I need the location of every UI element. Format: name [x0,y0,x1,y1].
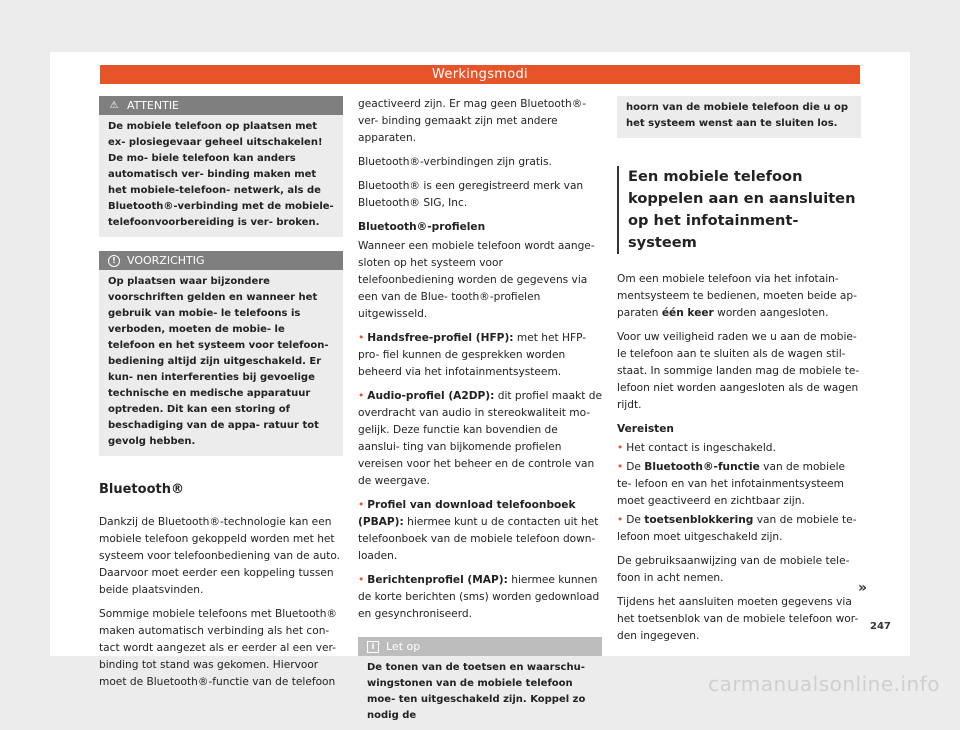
paragraph: Wanneer een mobiele telefoon wordt aange- sloten op het systeem voor telefoonbediening worden de gegevens via een van de Blue- tooth®-profielen uitgewisseld. [358,240,595,320]
attentie-label: ATTENTIE [127,99,180,112]
letop-box-continued: hoorn van de mobiele telefoon die u op het systeem wenst aan te sluiten los. [617,96,861,138]
paragraph: Sommige mobiele telefoons met Bluetooth® maken automatisch verbinding als het con- tact wordt aangezet als er eerder al een ver- binding tot stand was gekomen. Hiervoor moet de Bluetooth®-functie van de telefoon [99,608,338,688]
paragraph: Bluetooth®-verbindingen zijn gratis. [358,156,552,168]
column-right [617,96,861,652]
column-middle [358,96,602,730]
attentie-text: De mobiele telefoon op plaatsen met ex- plosiegevaar geheel uitschakelen! De mo- biele telefoon kan anders automatisch ver- binding maken met het mobiele-telefoon- netwerk, als de Bluetooth®-verbinding met de mobiele-telefoonvoorbereiding is ver- broken. [108,121,334,228]
letop-box [358,637,602,730]
attentie-box [99,96,343,237]
exclamation-circle-icon: ! [108,255,120,267]
bullet-icon: • [358,499,365,511]
bullet-icon: • [358,574,365,586]
list-item: • Audio-profiel (A2DP): dit profiel maakt de overdracht van audio in stereokwaliteit mo- gelijk. Deze functie kan bovendien de aanslui- ting van bijkomende profielen vereisen voor het beheer en de controle van de weergave. [358,390,602,487]
section-title-bluetooth: Bluetooth® [99,482,184,497]
letop-label: Let op [386,640,421,653]
paragraph: geactiveerd zijn. Er mag geen Bluetooth®-ver- binding gemaakt zijn met andere apparaten. [358,98,587,144]
section-title-koppelen: Een mobiele telefoon koppelen aan en aansluiten op het infotainment- systeem [617,166,861,254]
list-item: • Handsfree-profiel (HFP): met het HFP-pro- fiel kunnen de gesprekken worden beheerd via het infotainmentsysteem. [358,332,587,378]
chapter-header: Werkingsmodi [100,65,860,84]
paragraph: Bluetooth® is een geregistreerd merk van Bluetooth® SIG, Inc. [358,180,584,209]
paragraph: Voor uw veiligheid raden we u aan de mobie- le telefoon aan te sluiten als de wagen stil- staat. In sommige landen mag de mobiele te- lefoon niet worden aangesloten als de wagen rijdt. [617,331,860,411]
bullet-icon: • [617,442,624,454]
list-item: • Profiel van download telefoonboek (PBAP): hiermee kunt u de contacten uit het telefoonboek van de mobiele telefoon down- loaden. [358,499,599,562]
paragraph: Dankzij de Bluetooth®-technologie kan een mobiele telefoon gekoppeld worden met het systeem voor telefoonbediening van de auto. Daarvoor moet eerder een koppeling tussen beide plaatsvinden. [99,516,341,596]
bullet-icon: • [358,390,365,402]
paragraph: Tijdens het aansluiten moeten gegevens via het toetsenblok van de mobiele telefoon wor- den ingegeven. [617,596,859,642]
paragraph: De gebruiksaanwijzing van de mobiele tele- foon in acht nemen. [617,555,850,584]
bullet-icon: • [358,332,365,344]
voorzichtig-text: Op plaatsen waar bijzondere voorschriften gelden en wanneer het gebruik van mobie- le telefoons is verboden, moeten de mobie- le telefoon en het systeem voor telefoon- bediening altijd zijn uitgeschakeld. Er kun- nen interferenties bij gevoelige technische en medische apparatuur optreden. Dit kan een storing of beschadiging van de appa- ratuur tot gevolg hebben. [108,276,329,447]
paragraph: Om een mobiele telefoon via het infotain- mentsysteem te bedienen, moeten beide ap- paraten één keer worden aangesloten. [617,273,857,319]
list-item: • Het contact is ingeschakeld. [617,442,776,454]
subheading-vereisten: Vereisten [617,423,674,435]
watermark: carmanualsonline.info [708,672,940,696]
bullet-icon: • [617,514,624,526]
voorzichtig-box [99,251,343,456]
subheading-profielen: Bluetooth®-profielen [358,221,486,233]
letop-text: De tonen van de toetsen en waarschu- wingstonen van de mobiele telefoon moe- ten uitgeschakeld zijn. Koppel zo nodig de [367,662,586,721]
list-item: • De toetsenblokkering van de mobiele te- lefoon moet uitgeschakeld zijn. [617,514,857,543]
bullet-icon: • [617,461,624,473]
list-item: • Berichtenprofiel (MAP): hiermee kunnen de korte berichten (sms) worden gedownload en gesynchroniseerd. [358,574,600,620]
list-item: • De Bluetooth®-functie van de mobiele te- lefoon en van het infotainmentsysteem moet geactiveerd en zichtbaar zijn. [617,461,846,507]
column-left [99,96,343,698]
warning-triangle-icon: ⚠ [109,99,119,111]
info-square-icon: i [367,641,379,653]
voorzichtig-label: VOORZICHTIG [127,254,205,267]
continue-arrow-icon: » [858,580,868,596]
page-number: 247 [870,621,891,632]
